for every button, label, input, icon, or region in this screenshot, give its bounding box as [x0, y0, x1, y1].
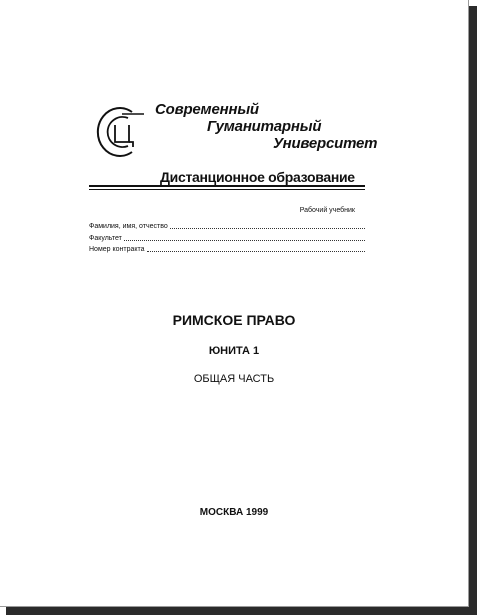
name-field — [89, 220, 365, 230]
university-name-line-3: Университет — [273, 135, 378, 152]
faculty-field — [89, 232, 365, 242]
faculty-field-blank — [124, 240, 365, 241]
program-title: Дистанционное образование — [160, 169, 355, 185]
course-title: РИМСКОЕ ПРАВО — [172, 312, 296, 328]
contract-field-label: Номер контракта — [89, 246, 145, 253]
course-subtitle: ОБЩАЯ ЧАСТЬ — [193, 373, 275, 385]
page-shadow-right — [469, 6, 477, 615]
university-name-line-2: Гуманитарный — [207, 118, 322, 135]
faculty-field-label: Факультет — [89, 235, 122, 242]
name-field-blank — [170, 228, 365, 229]
contract-field — [89, 243, 365, 253]
imprint: МОСКВА 1999 — [199, 507, 269, 518]
workbook-label: Рабочий учебник — [299, 207, 355, 214]
name-field-label: Фамилия, имя, отчество — [89, 223, 168, 230]
page-shadow-bottom — [6, 607, 477, 615]
university-logo-icon — [92, 102, 148, 162]
unit-label: ЮНИТА 1 — [208, 345, 260, 357]
contract-field-blank — [147, 251, 365, 252]
header-rule-thin — [89, 189, 365, 190]
university-name-line-1: Современный — [155, 101, 259, 118]
header-rule-thick — [89, 185, 365, 187]
